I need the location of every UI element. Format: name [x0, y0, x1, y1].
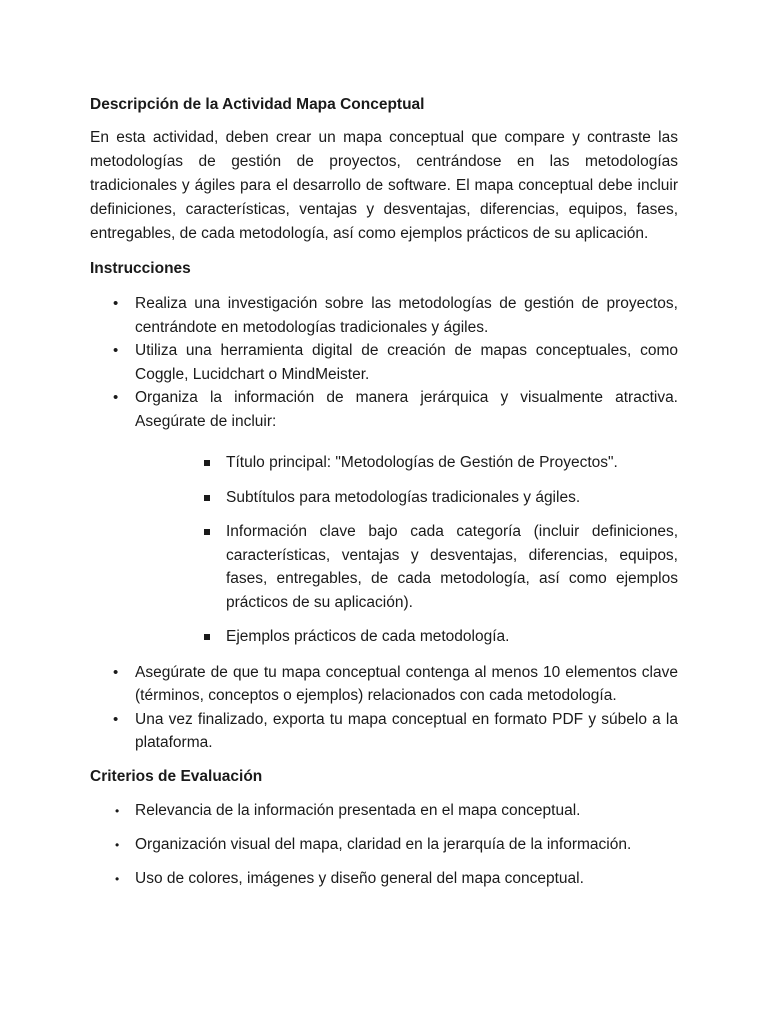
list-item — [90, 386, 678, 433]
criteria-list — [90, 799, 678, 891]
square-bullet-icon — [204, 460, 210, 466]
instructions-list — [90, 292, 678, 433]
square-bullet-icon — [204, 634, 210, 640]
square-bullet-icon — [204, 495, 210, 501]
bullet-icon: • — [115, 803, 120, 818]
instruction-text: Utiliza una herramienta digital de creación de mapas conceptuales, como Coggle, Lucidchart o MindMeister. — [135, 342, 678, 383]
instruction-text: Asegúrate de que tu mapa conceptual contenga al menos 10 elementos clave (términos, conceptos o ejemplos) relacionados con cada metodología. — [135, 663, 678, 704]
bullet-icon: • — [113, 710, 119, 728]
bullet-icon: • — [115, 871, 120, 886]
include-item-text: Información clave bajo cada categoría (incluir definiciones, características, ventajas y desventajas, diferencias, equipos, fases, entregables, de cada metodología, así como ejemplos prácticos de su aplicación). — [226, 523, 678, 611]
include-item-text: Subtítulos para metodologías tradicionales y ágiles. — [226, 488, 581, 506]
list-item — [90, 486, 678, 510]
list-item — [90, 799, 678, 823]
list-item — [90, 661, 678, 708]
instruction-text: Realiza una investigación sobre las metodologías de gestión de proyectos, centrándote en metodologías tradicionales y ágiles. — [135, 295, 678, 336]
list-item — [90, 833, 678, 857]
list-item — [90, 339, 678, 386]
list-item — [90, 625, 678, 649]
instruction-text: Organiza la información de manera jerárquica y visualmente atractiva. Asegúrate de incluir: — [135, 389, 678, 430]
list-item — [90, 292, 678, 339]
criteria-heading: Criterios de Evaluación — [90, 767, 263, 785]
instruction-text: Una vez finalizado, exporta tu mapa conceptual en formato PDF y súbelo a la plataforma. — [135, 710, 678, 751]
criteria-text: Uso de colores, imágenes y diseño general del mapa conceptual. — [135, 869, 584, 887]
bullet-icon: • — [113, 295, 119, 312]
list-item — [90, 867, 678, 891]
instructions-list-continued — [90, 661, 678, 755]
list-item — [90, 708, 678, 755]
bullet-icon: • — [113, 342, 119, 359]
criteria-text: Organización visual del mapa, claridad en la jerarquía de la información. — [135, 835, 632, 853]
include-item-text: Título principal: "Metodologías de Gestión de Proyectos". — [226, 454, 618, 471]
square-bullet-icon — [204, 529, 210, 535]
include-list — [90, 451, 678, 649]
activity-description: En esta actividad, deben crear un mapa conceptual que compare y contraste las metodologías de gestión de proyectos, centrándose en las metodologías tradicionales y ágiles para el desarrollo de software. El mapa conceptual debe incluir definiciones, características, ventajas y desventajas, diferencias, equipos, fases, entregables, de cada metodología, así como ejemplos prácticos de su aplicación. — [90, 129, 678, 242]
criteria-text: Relevancia de la información presentada en el mapa conceptual. — [135, 801, 581, 819]
bullet-icon: • — [113, 663, 119, 681]
list-item — [90, 451, 678, 475]
list-item — [90, 520, 678, 614]
bullet-icon: • — [113, 389, 119, 406]
instructions-heading: Instrucciones — [90, 260, 191, 277]
document-page — [90, 93, 678, 901]
include-item-text: Ejemplos prácticos de cada metodología. — [226, 628, 510, 645]
bullet-icon: • — [115, 837, 120, 852]
activity-title: Descripción de la Actividad Mapa Conceptual — [90, 96, 425, 113]
